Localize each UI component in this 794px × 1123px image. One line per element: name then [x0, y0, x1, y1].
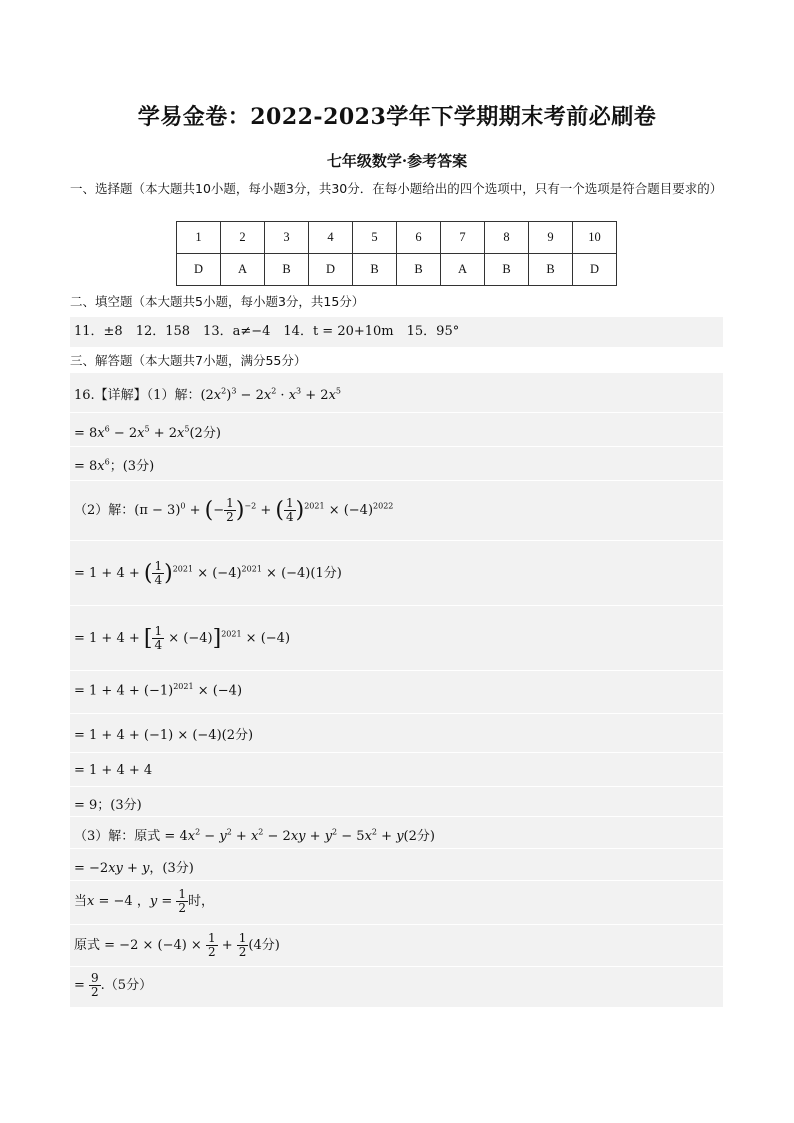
answer-choice: B [397, 254, 441, 286]
page-subtitle: 七年级数学·参考答案 [326, 152, 468, 170]
score: ；(3分) [109, 459, 155, 474]
row-divider [70, 713, 723, 714]
q16-part2-line4: = $1 + 4 + (-1)^{2021} \times (-4)$ [74, 682, 243, 699]
answer-number: 8 [485, 222, 529, 254]
answer-number: 2 [221, 222, 265, 254]
answer-choice: D [177, 254, 221, 286]
answer-choice: B [485, 254, 529, 286]
when-suffix: 时， [188, 894, 215, 909]
q16-part3-line5: = $\frac{9}{2}$ .（5分） [74, 971, 153, 999]
q16-part2-line6: = 1 + 4 + 4 [74, 763, 153, 778]
answer-choice: A [221, 254, 265, 286]
answer-number: 1 [177, 222, 221, 254]
row-divider [70, 540, 723, 541]
answer-choice: B [529, 254, 573, 286]
q16-part2-line7: = 9；(3分) [74, 798, 142, 813]
answer-number: 9 [529, 222, 573, 254]
score: .（5分） [100, 978, 153, 993]
row-divider [70, 412, 723, 413]
q16-part2-line3: = 1 + 4 + [ $\frac{1}{4}$ × (−4)]$^{2021}$ × (−4) [74, 624, 291, 652]
q16-part1-line1: 16.【详解】（1）解：$(2x^2)^3 - 2x^2 \cdot x^3 + 2x^5$ [74, 386, 341, 403]
row-divider [70, 480, 723, 481]
answer-number: 4 [309, 222, 353, 254]
row-divider [70, 446, 723, 447]
q16-part2-line2: = 1 + 4 + ( $\frac{1}{4}$ )$^{2021} \times (-4)^{2021} \times (-4)(1$分) [74, 559, 342, 587]
row-divider [70, 924, 723, 925]
row-divider [70, 816, 723, 817]
answer-choice: D [309, 254, 353, 286]
q16-part1-line2: = $8x^6 - 2x^5 + 2x^5(2$分) [74, 424, 221, 441]
q16-part3-line2: = −2xy + y，(3分) [74, 861, 194, 876]
section2-heading: 二、填空题（本大题共5小题，每小题3分，共15分） [70, 294, 365, 309]
q16-part2-line5: = 1 + 4 + (−1) × (−4)(2分) [74, 728, 254, 743]
answer-number: 6 [397, 222, 441, 254]
q16-part3-line3: 当x = −4 ，y = $\frac{1}{2}$ 时， [74, 887, 215, 915]
q16-part1-line3: = $8x^6$；(3分) [74, 457, 155, 474]
answer-number: 10 [573, 222, 617, 254]
page-title: 学易金卷：2022-2023学年下学期期末考前必刷卷 [137, 104, 657, 130]
row-divider [70, 880, 723, 881]
answer-choice: B [265, 254, 309, 286]
answer-choice: A [441, 254, 485, 286]
answer-number: 7 [441, 222, 485, 254]
q16-part2-line1: （2）解：$(\pi - 3)^0$ + (− $\frac{1}{2}$ )$^{-2}$ + ( $\frac{1}{4}$ )$^{2021} \times (-4)^{2022}$ [74, 496, 394, 524]
answer-number: 5 [353, 222, 397, 254]
score: ，(3分) [149, 861, 194, 876]
part2-label: （2）解： [74, 503, 135, 518]
score: (2分) [189, 426, 221, 441]
section3-heading: 三、解答题（本大题共7小题，满分55分） [70, 353, 307, 368]
section1-heading: 一、选择题（本大题共10小题，每小题3分，共30分．在每小题给出的四个选项中，只有一个选项是符合题目要求的） [70, 181, 723, 196]
score: (2分) [221, 728, 254, 743]
score: (4分) [248, 938, 280, 953]
row-divider [70, 605, 723, 606]
score: (2分) [403, 829, 435, 844]
original-label: 原式 [74, 938, 101, 953]
when-label: 当 [74, 894, 88, 909]
row-divider [70, 966, 723, 967]
q16-part3-line1: （3）解：原式 = $4x^2 - y^2 + x^2 - 2xy + y^2 - 5x^2 + y(2$分) [74, 827, 435, 844]
row-divider [70, 752, 723, 753]
q16-part3-line4: 原式 = −2 × (−4) × $\frac{1}{2}$ + $\frac{1}{2}$ (4分) [74, 931, 280, 959]
answer-table-answer-row [177, 254, 617, 286]
row-divider [70, 786, 723, 787]
answer-number: 3 [265, 222, 309, 254]
answer-choice: D [573, 254, 617, 286]
row-divider [70, 670, 723, 671]
fill-in-answers: 11．±8 12．158 13．a≠−4 14．t = 20+10m 15．95° [70, 317, 723, 347]
answer-choice: B [353, 254, 397, 286]
q16-label: 16.【详解】（1）解： [74, 388, 201, 403]
part3-label: （3）解：原式 [74, 829, 161, 844]
row-divider [70, 848, 723, 849]
score: (1分) [310, 566, 342, 581]
answer-table-number-row [177, 222, 617, 254]
answer-table [176, 221, 617, 286]
